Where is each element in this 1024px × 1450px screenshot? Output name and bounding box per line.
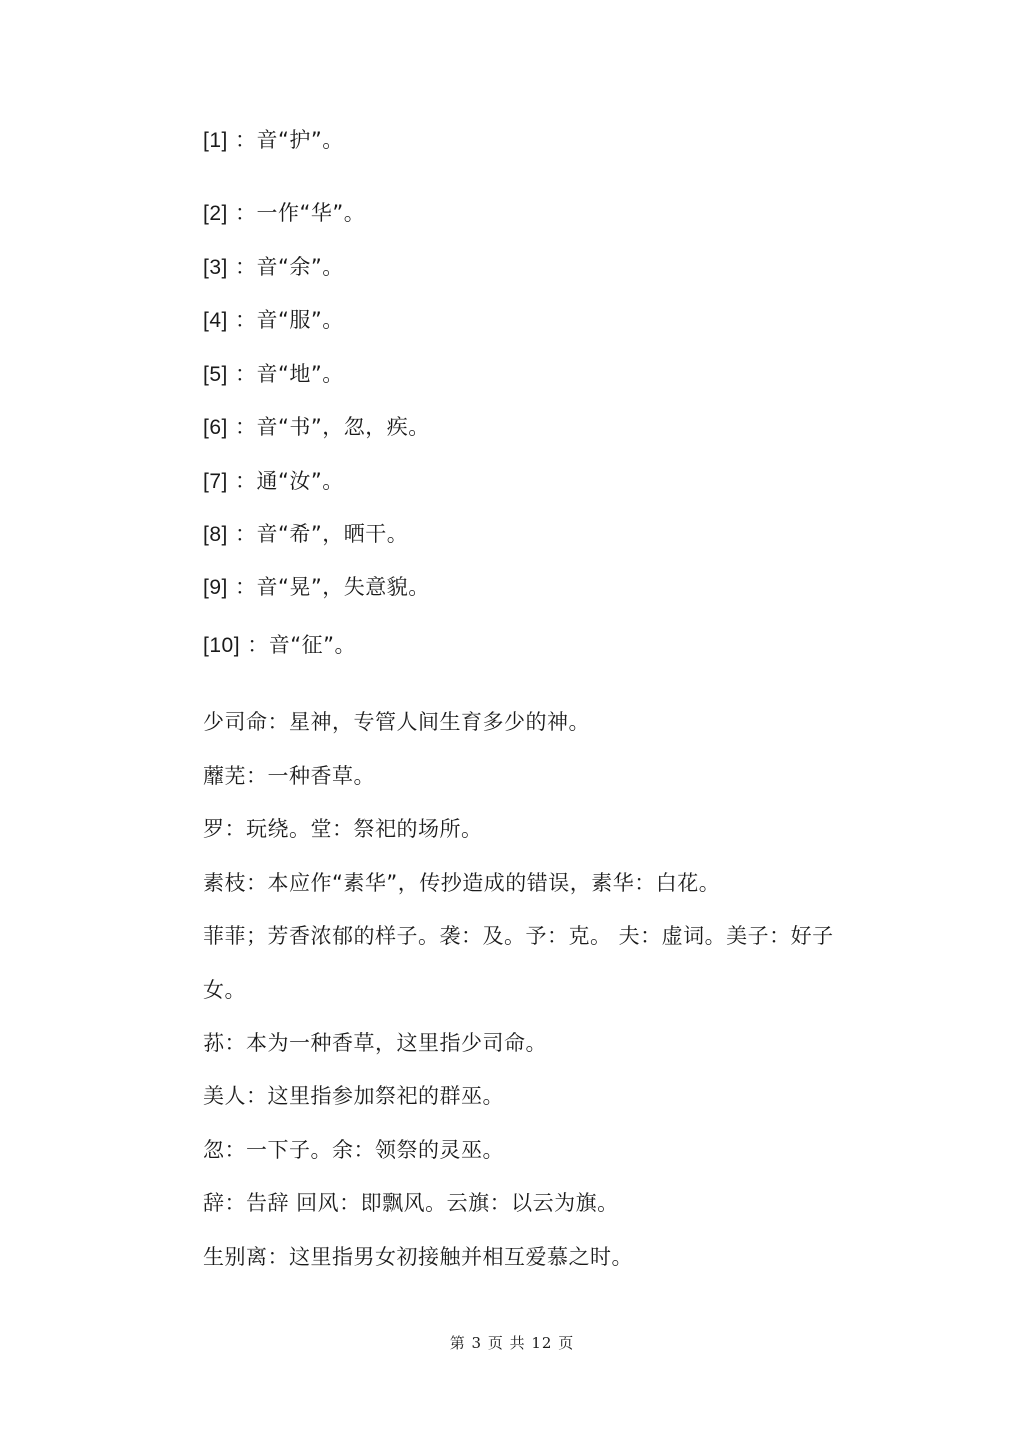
footnote-text: ：音“余”。 bbox=[235, 255, 344, 279]
footnote-number: [3] bbox=[203, 256, 228, 279]
footnote-5 bbox=[203, 360, 344, 389]
gloss-line: 辞：告辞 回风：即飘风。云旗：以云为旗。 bbox=[203, 1191, 619, 1215]
footnote-text: ：音“服”。 bbox=[235, 308, 344, 332]
footnote-number: [5] bbox=[203, 363, 228, 386]
gloss-line: 菲菲；芳香浓郁的样子。袭：及。予：克。 夫：虚词。美子：好子 bbox=[203, 924, 834, 948]
footnote-number: [10] bbox=[203, 634, 241, 657]
footnote-text: ：音“希”，晒干。 bbox=[235, 522, 409, 546]
footnote-4 bbox=[203, 306, 344, 335]
gloss-line: 蘼芜：一种香草。 bbox=[203, 764, 375, 788]
gloss-line: 女。 bbox=[203, 978, 246, 1002]
footnote-number: [9] bbox=[203, 576, 228, 599]
footnote-number: [2] bbox=[203, 202, 228, 225]
gloss-line: 生别离：这里指男女初接触并相互爱慕之时。 bbox=[203, 1245, 633, 1269]
footnote-text: ：通“汝”。 bbox=[235, 469, 344, 493]
footnote-text: ：一作“华”。 bbox=[235, 201, 366, 225]
footnote-number: [4] bbox=[203, 309, 228, 332]
footnote-text: ：音“书”，忽，疾。 bbox=[235, 415, 430, 439]
footnote-7 bbox=[203, 467, 344, 496]
gloss-line: 少司命：星神，专管人间生育多少的神。 bbox=[203, 710, 590, 734]
footnote-number: [1] bbox=[203, 129, 228, 152]
footnote-1 bbox=[203, 126, 344, 155]
footnote-8 bbox=[203, 520, 408, 549]
footnote-text: ：音“地”。 bbox=[235, 362, 344, 386]
footnote-number: [6] bbox=[203, 416, 228, 439]
gloss-line: 忽：一下子。余：领祭的灵巫。 bbox=[203, 1138, 504, 1162]
footnote-text: ：音“晃”，失意貌。 bbox=[235, 575, 430, 599]
footnote-number: [7] bbox=[203, 470, 228, 493]
footnote-2 bbox=[203, 199, 365, 228]
footnote-text: ：音“征”。 bbox=[247, 633, 356, 657]
footnote-6 bbox=[203, 413, 430, 442]
gloss-line: 罗：玩绕。堂：祭祀的场所。 bbox=[203, 817, 483, 841]
footnote-number: [8] bbox=[203, 523, 228, 546]
gloss-line: 素枝：本应作“素华”，传抄造成的错误，素华：白花。 bbox=[203, 871, 721, 895]
footnote-10 bbox=[203, 631, 356, 660]
footnote-text: ：音“护”。 bbox=[235, 128, 344, 152]
footnote-9 bbox=[203, 573, 430, 602]
gloss-line: 美人：这里指参加祭祀的群巫。 bbox=[203, 1084, 504, 1108]
gloss-line: 荪：本为一种香草，这里指少司命。 bbox=[203, 1031, 547, 1055]
footnote-3 bbox=[203, 253, 344, 282]
page-footer: 第 3 页 共 12 页 bbox=[449, 1334, 575, 1352]
